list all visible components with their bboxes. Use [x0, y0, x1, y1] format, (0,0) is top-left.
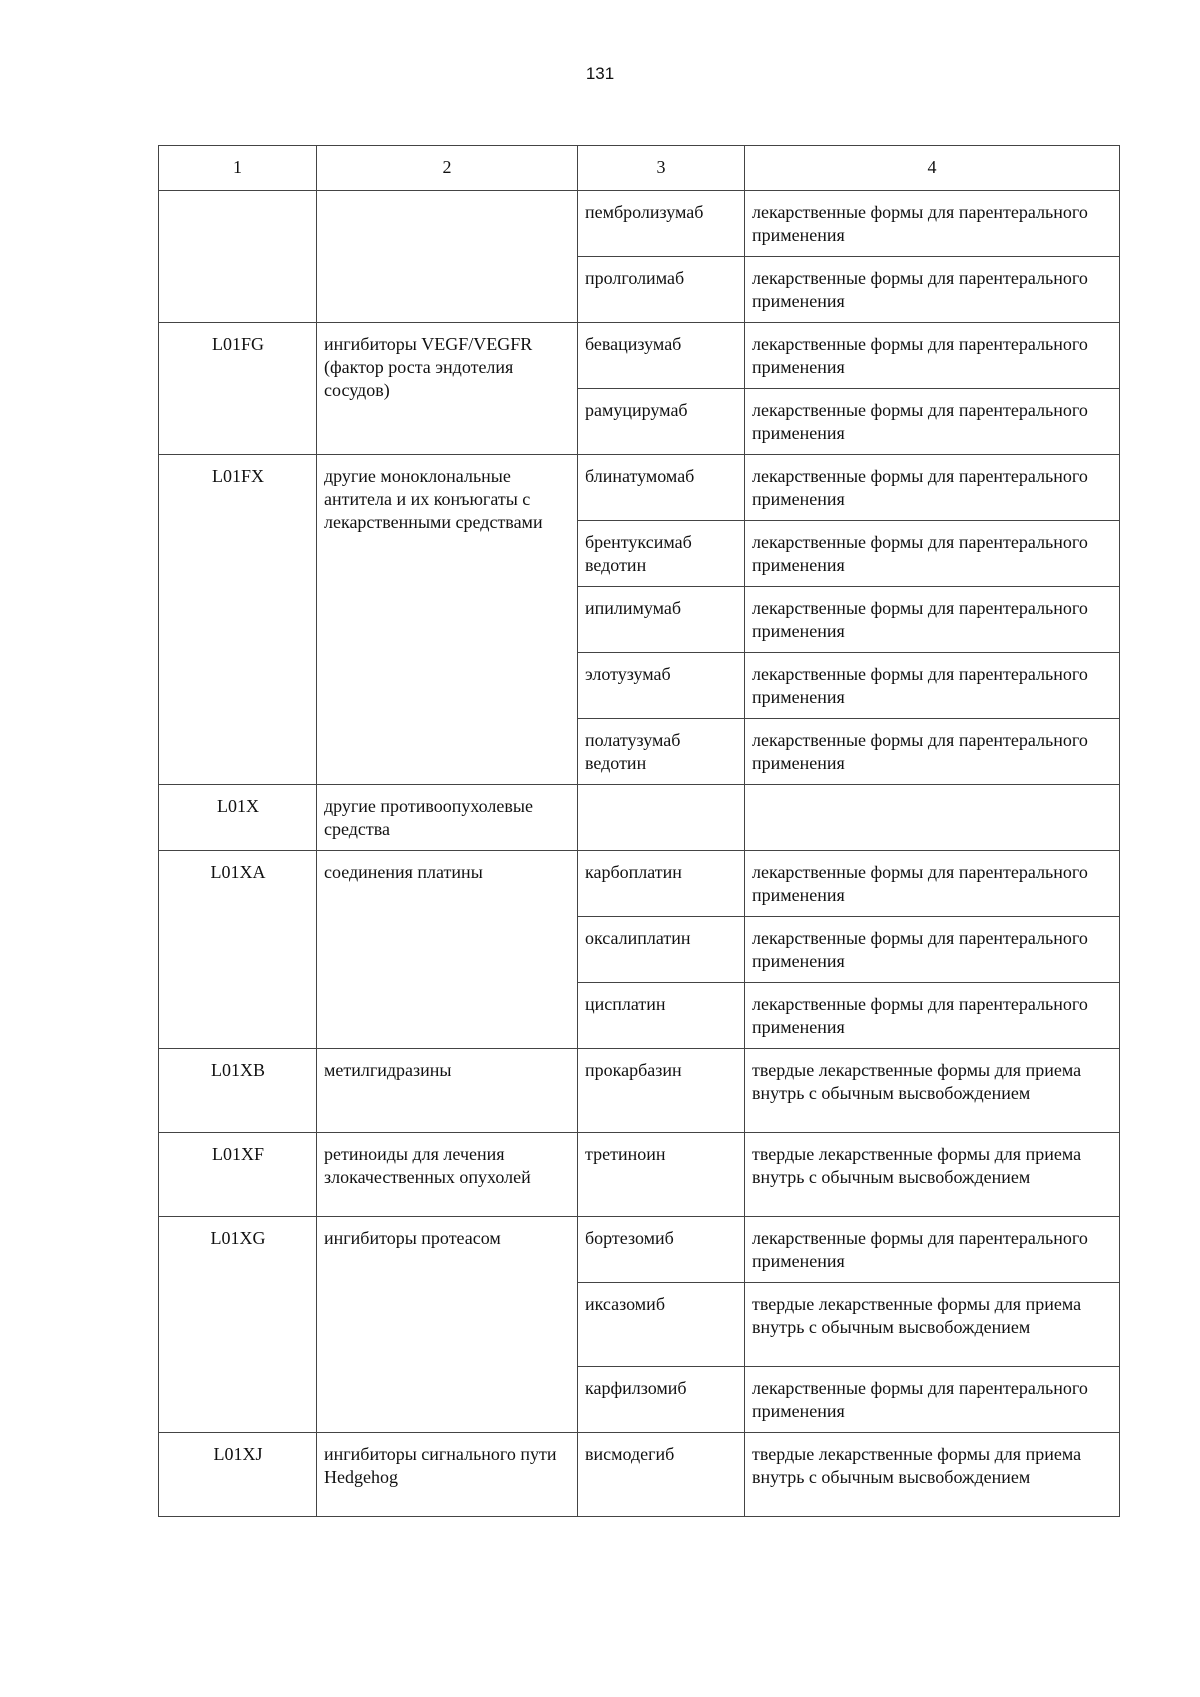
dosage-form-cell: твердые лекарственные формы для приема внутрь с обычным высвобождением: [745, 1433, 1120, 1517]
dosage-form-cell: лекарственные формы для парентерального применения: [745, 983, 1120, 1049]
table-row: [159, 455, 1120, 521]
dosage-form-cell: лекарственные формы для парентерального применения: [745, 917, 1120, 983]
table-row: [159, 1217, 1120, 1283]
dosage-form-cell: лекарственные формы для парентерального применения: [745, 323, 1120, 389]
drug-name-cell: ипилимумаб: [578, 587, 745, 653]
table-header-row: [159, 146, 1120, 191]
drug-name-cell: прокарбазин: [578, 1049, 745, 1133]
dosage-form-cell: [745, 785, 1120, 851]
atc-code-cell: L01XB: [159, 1049, 317, 1133]
table-row: [159, 1133, 1120, 1217]
column-header: 2: [317, 146, 578, 191]
group-cell: метилгидразины: [317, 1049, 578, 1133]
drug-table: [158, 145, 1120, 1517]
dosage-form-cell: лекарственные формы для парентерального применения: [745, 851, 1120, 917]
column-header: 3: [578, 146, 745, 191]
atc-code-cell: L01XJ: [159, 1433, 317, 1517]
table-row: [159, 851, 1120, 917]
group-cell: ингибиторы VEGF/VEGFR (фактор роста эндотелия сосудов): [317, 323, 578, 455]
dosage-form-cell: лекарственные формы для парентерального применения: [745, 653, 1120, 719]
group-cell: другие противоопухолевые средства: [317, 785, 578, 851]
atc-code-cell: [159, 191, 317, 323]
atc-code-cell: L01X: [159, 785, 317, 851]
table-row: [159, 323, 1120, 389]
drug-name-cell: третиноин: [578, 1133, 745, 1217]
page-number: 131: [585, 64, 615, 83]
drug-name-cell: пембролизумаб: [578, 191, 745, 257]
group-cell: ретиноиды для лечения злокачественных опухолей: [317, 1133, 578, 1217]
group-cell: соединения платины: [317, 851, 578, 1049]
dosage-form-cell: лекарственные формы для парентерального применения: [745, 191, 1120, 257]
atc-code-cell: L01XG: [159, 1217, 317, 1433]
drug-name-cell: карфилзомиб: [578, 1367, 745, 1433]
group-cell: ингибиторы сигнального пути Hedgehog: [317, 1433, 578, 1517]
table-row: [159, 1049, 1120, 1133]
dosage-form-cell: лекарственные формы для парентерального применения: [745, 455, 1120, 521]
dosage-form-cell: лекарственные формы для парентерального применения: [745, 587, 1120, 653]
table-row: [159, 1433, 1120, 1517]
drug-name-cell: карбоплатин: [578, 851, 745, 917]
dosage-form-cell: лекарственные формы для парентерального применения: [745, 719, 1120, 785]
dosage-form-cell: твердые лекарственные формы для приема внутрь с обычным высвобождением: [745, 1133, 1120, 1217]
table-body: [159, 191, 1120, 1517]
column-header: 1: [159, 146, 317, 191]
drug-name-cell: брентуксимаб ведотин: [578, 521, 745, 587]
atc-code-cell: L01XA: [159, 851, 317, 1049]
drug-name-cell: висмодегиб: [578, 1433, 745, 1517]
drug-name-cell: пролголимаб: [578, 257, 745, 323]
drug-name-cell: полатузумаб ведотин: [578, 719, 745, 785]
atc-code-cell: L01XF: [159, 1133, 317, 1217]
dosage-form-cell: лекарственные формы для парентерального применения: [745, 389, 1120, 455]
dosage-form-cell: лекарственные формы для парентерального применения: [745, 1367, 1120, 1433]
drug-name-cell: иксазомиб: [578, 1283, 745, 1367]
table-row: [159, 785, 1120, 851]
dosage-form-cell: лекарственные формы для парентерального применения: [745, 257, 1120, 323]
drug-name-cell: рамуцирумаб: [578, 389, 745, 455]
atc-code-cell: L01FG: [159, 323, 317, 455]
drug-name-cell: оксалиплатин: [578, 917, 745, 983]
dosage-form-cell: твердые лекарственные формы для приема внутрь с обычным высвобождением: [745, 1049, 1120, 1133]
dosage-form-cell: лекарственные формы для парентерального применения: [745, 1217, 1120, 1283]
drug-name-cell: блинатумомаб: [578, 455, 745, 521]
drug-name-cell: [578, 785, 745, 851]
group-cell: [317, 191, 578, 323]
group-cell: ингибиторы протеасом: [317, 1217, 578, 1433]
table-row: [159, 191, 1120, 257]
dosage-form-cell: твердые лекарственные формы для приема внутрь с обычным высвобождением: [745, 1283, 1120, 1367]
drug-name-cell: бевацизумаб: [578, 323, 745, 389]
drug-name-cell: цисплатин: [578, 983, 745, 1049]
drug-name-cell: бортезомиб: [578, 1217, 745, 1283]
dosage-form-cell: лекарственные формы для парентерального применения: [745, 521, 1120, 587]
drug-name-cell: элотузумаб: [578, 653, 745, 719]
group-cell: другие моноклональные антитела и их конъюгаты с лекарственными средствами: [317, 455, 578, 785]
column-header: 4: [745, 146, 1120, 191]
atc-code-cell: L01FX: [159, 455, 317, 785]
